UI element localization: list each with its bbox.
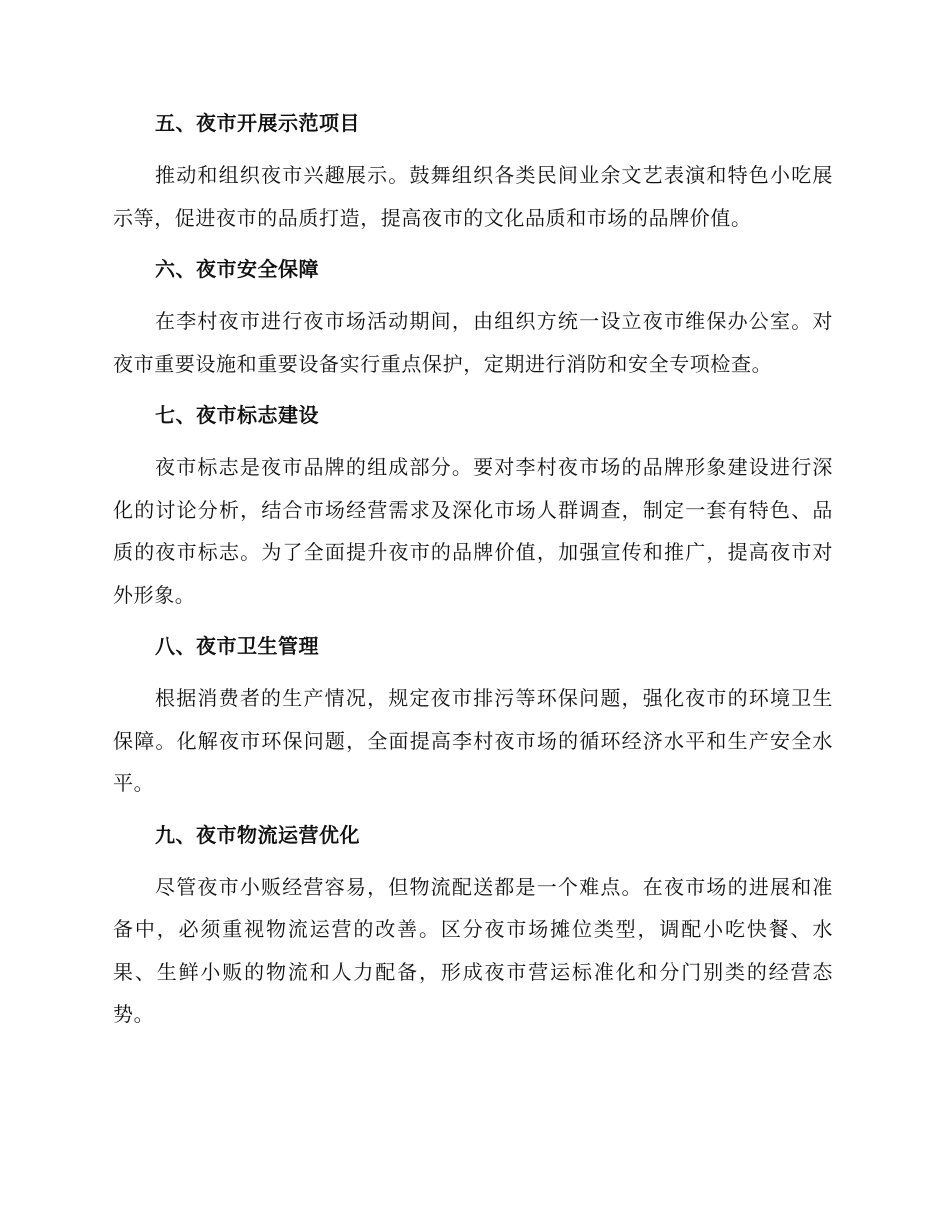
document-page	[113, 108, 833, 1051]
section-5	[113, 108, 833, 239]
section-7	[113, 400, 833, 616]
section-heading: 七、夜市标志建设	[155, 403, 319, 427]
section-8	[113, 631, 833, 805]
section-6	[113, 254, 833, 385]
section-paragraph: 根据消费者的生产情况，规定夜市排污等环保问题，强化夜市的环境卫生保障。化解夜市环保问题，全面提高李村夜市场的循环经济水平和生产安全水平。	[113, 686, 833, 795]
section-paragraph: 夜市标志是夜市品牌的组成部分。要对李村夜市场的品牌形象建设进行深化的讨论分析，结合市场经营需求及深化市场人群调查，制定一套有特色、品质的夜市标志。为了全面提升夜市的品牌价值，加强宣传和推广，提高夜市对外形象。	[113, 455, 833, 607]
section-9	[113, 820, 833, 1036]
section-heading: 九、夜市物流运营优化	[155, 822, 360, 847]
section-paragraph: 推动和组织夜市兴趣展示。鼓舞组织各类民间业余文艺表演和特色小吃展示等，促进夜市的品质打造，提高夜市的文化品质和市场的品牌价值。	[113, 163, 833, 230]
section-heading: 六、夜市安全保障	[155, 257, 319, 281]
section-paragraph: 尽管夜市小贩经营容易，但物流配送都是一个难点。在夜市场的进展和准备中，必须重视物流运营的改善。区分夜市场摊位类型，调配小吃快餐、水果、生鲜小贩的物流和人力配备，形成夜市营运标准化和分门别类的经营态势。	[113, 874, 833, 1026]
section-paragraph: 在李村夜市进行夜市场活动期间，由组织方统一设立夜市维保办公室。对夜市重要设施和重要设备实行重点保护，定期进行消防和安全专项检查。	[113, 309, 833, 376]
section-heading: 八、夜市卫生管理	[155, 634, 319, 658]
section-heading: 五、夜市开展示范项目	[155, 111, 360, 135]
